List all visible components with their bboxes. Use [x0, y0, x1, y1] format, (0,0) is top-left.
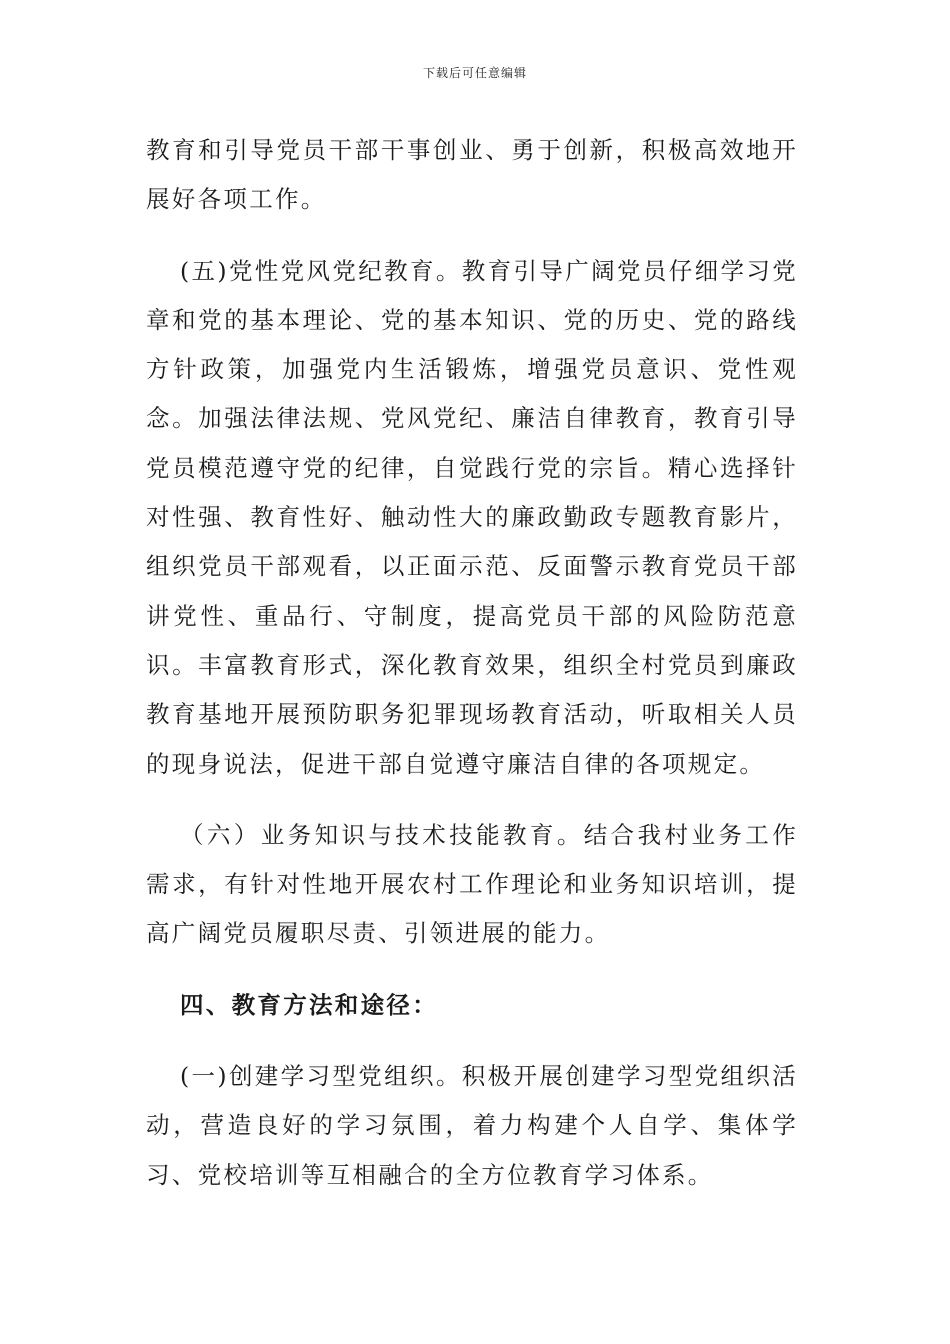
page-header: 下载后可任意编辑: [422, 66, 527, 80]
paragraph-gap: [146, 1030, 798, 1052]
document-body: [146, 126, 798, 1200]
paragraph-gap: [146, 225, 798, 247]
paragraph-gap: [146, 789, 798, 811]
paragraph-subsection-1: (一)创建学习型党组织。积极开展创建学习型党组织活动，营造良好的学习氛围，着力构建个人自学、集体学习、党校培训等互相融合的全方位教育学习体系。: [146, 1062, 798, 1189]
paragraph-gap: [146, 959, 798, 981]
paragraph-section-5: (五)党性党风党纪教育。教育引导广阔党员仔细学习党章和党的基本理论、党的基本知识、党的历史、党的路线方针政策，加强党内生活锻炼，增强党员意识、党性观念。加强法律法规、党风党纪、廉洁自律教育，教育引导党员模范遵守党的纪律，自觉践行党的宗旨。精心选择针对性强、教育性好、触动性大的廉政勤政专题教育影片，组织党员干部观看，以正面示范、反面警示教育党员干部讲党性、重品行、守制度，提高党员干部的风险防范意识。丰富教育形式，深化教育效果，组织全村党员到廉政教育基地开展预防职务犯罪现场教育活动，听取相关人员的现身说法，促进干部自觉遵守廉洁自律的各项规定。: [146, 256, 798, 778]
paragraph-section-6: （六）业务知识与技术技能教育。结合我村业务工作需求，有针对性地开展农村工作理论和业务知识培训，提高广阔党员履职尽责、引领进展的能力。: [146, 820, 798, 948]
section-heading: 四、教育方法和途径：: [180, 990, 438, 1019]
paragraph-continued: 教育和引导党员干部干事创业、勇于创新，积极高效地开展好各项工作。: [146, 136, 798, 214]
